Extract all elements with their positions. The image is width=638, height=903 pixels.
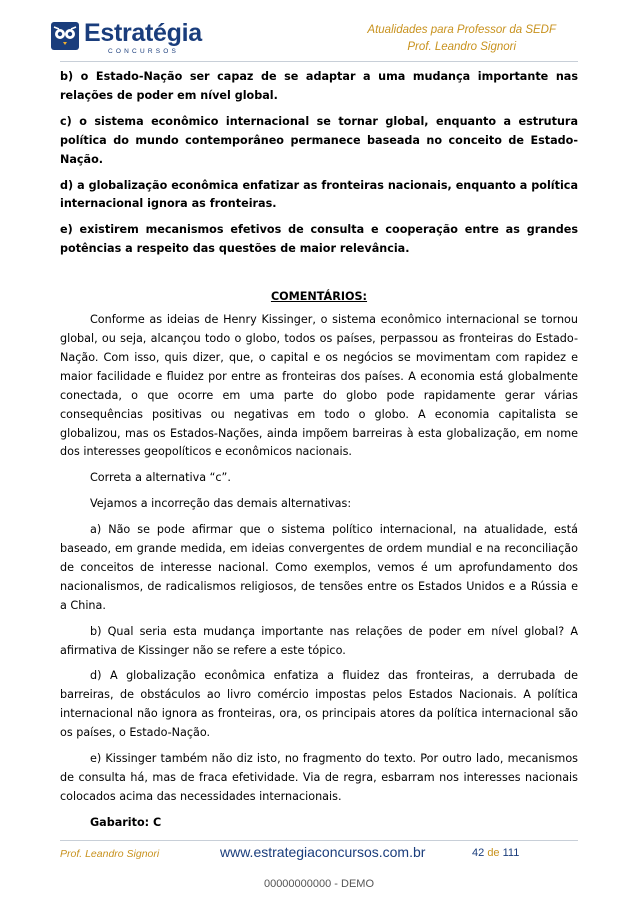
alternative-e: e) existirem mecanismos efetivos de consulta e cooperação entre as grandes potências a respeito das questões de maior relevância.: [60, 223, 578, 256]
header-course-info: [367, 22, 556, 56]
logo-subtitle: CONCURSOS: [108, 48, 180, 55]
comment-paragraph: d) A globalização econômica enfatiza a fluidez das fronteiras, a derrubada de barreiras, de obstáculos ao livro comércio impostas pelos Estados Nacionais. A política internacional não ignora as fronteiras, ora, os principais atores da política internacional são os países, o Estado-Nação.: [60, 669, 578, 740]
header-professor: Prof. Leandro Signori: [407, 41, 517, 53]
comment-paragraph: Correta a alternativa “c”.: [90, 471, 231, 485]
comment-paragraph: Vejamos a incorreção das demais alternativas:: [90, 497, 352, 511]
page-header: [0, 0, 638, 64]
comment-paragraph: Conforme as ideias de Henry Kissinger, o sistema econômico internacional se tornou global, ou seja, alcançou todo o globo, todos os países, perpassou as fronteiras do Estado-Nação. Com isso, quis dizer, que, o capital e os negócios se movimentam com rapidez e maior facilidade e fluidez por entre as fronteiras dos países. A economia está globalmente conectada, o que ocorre em uma parte do globo pode rapidamente gerar várias consequências positivas ou negativas em todo o globo. A economia capitalista se globalizou, mas os Estados-Nações, ainda impõem barreiras à esta globalização, em nome dos interesses geopolíticos e econômicos nacionais.: [60, 313, 578, 459]
comment-paragraph: e) Kissinger também não diz isto, no fragmento do texto. Por outro lado, mecanismos de consulta há, mas de fraca efetividade. Via de regra, esbarram nos interesses nacionais colocados acima das necessidades internacionais.: [60, 752, 578, 803]
page-separator: de: [487, 847, 500, 859]
header-divider: [60, 61, 578, 62]
alternative-d: d) a globalização econômica enfatizar as fronteiras nacionais, enquanto a política internacional ignora as fronteiras.: [60, 178, 578, 211]
page-number: [472, 847, 519, 859]
total-pages: 111: [502, 847, 520, 859]
demo-watermark: 00000000000 - DEMO: [263, 878, 375, 890]
comment-paragraph: a) Não se pode afirmar que o sistema político internacional, na atualidade, está baseado, em grande medida, em ideias convergentes de ordem mundial e na reconciliação de conceitos de interesse nacional. Como exemplos, vemos é um aprofundamento dos nacionalismos, de radicalismos religiosos, de tensões entre os Estados Unidos e a Rússia e a China.: [60, 523, 578, 612]
alternative-b: b) o Estado-Nação ser capaz de se adaptar a uma mudança importante nas relações de poder em nível global.: [60, 70, 578, 102]
current-page: 42: [472, 847, 485, 859]
page-content: [60, 68, 578, 833]
footer-divider: [60, 840, 578, 841]
footer-author: Prof. Leandro Signori: [60, 848, 160, 860]
comment-paragraph: b) Qual seria esta mudança importante nas relações de poder em nível global? A afirmativa de Kissinger não se refere a este tópico.: [60, 624, 578, 657]
comments-heading: COMENTÁRIOS:: [270, 290, 368, 304]
footer-website-link[interactable]: www.estrategiaconcursos.com.br: [220, 844, 426, 860]
alternative-c: c) o sistema econômico internacional se tornar global, enquanto a estrutura política do mundo contemporâneo permanece baseada no conceito de Estado-Nação.: [60, 114, 578, 166]
answer-key: Gabarito: C: [90, 815, 162, 829]
course-title: Atualidades para Professor da SEDF: [367, 24, 556, 36]
owl-logo-icon: [50, 21, 80, 51]
logo-wordmark: Estratégia: [84, 19, 202, 47]
